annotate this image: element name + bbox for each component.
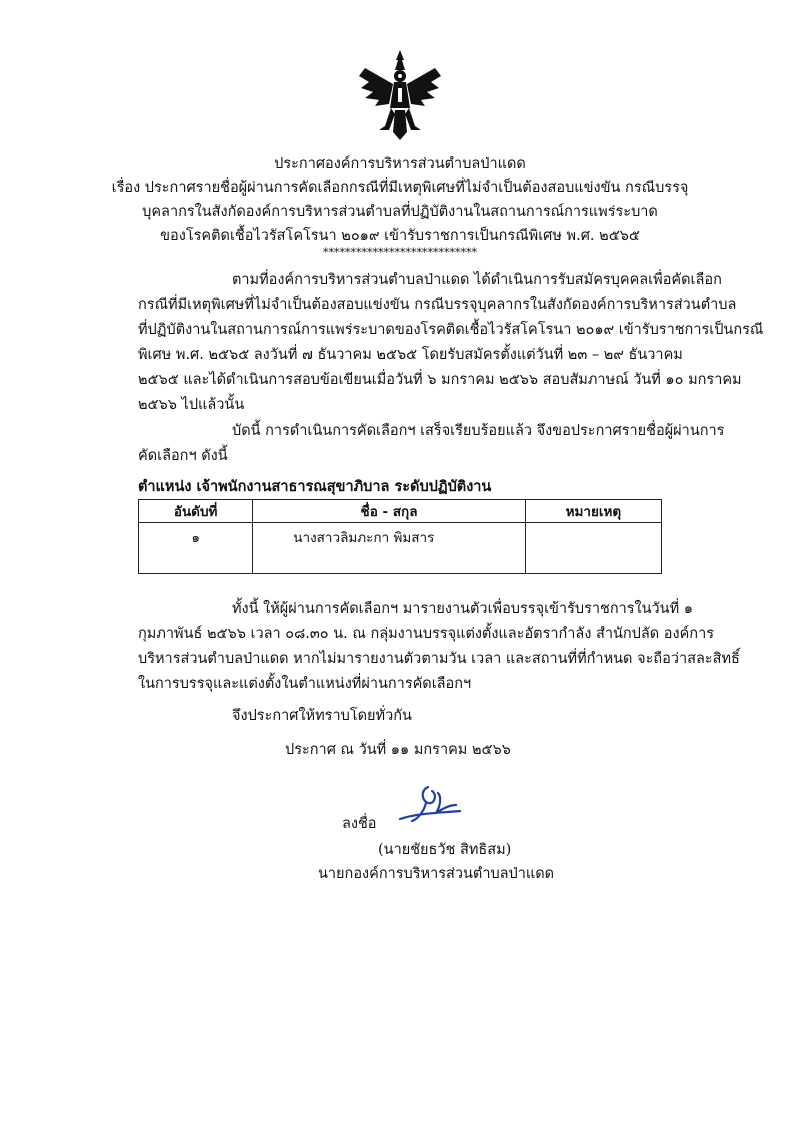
- signatory-title: นายกองค์การบริหารส่วนตำบลป่าแดด: [318, 866, 555, 882]
- paragraph-2-line-1: บัดนี้ การดำเนินการคัดเลือกฯ เสร็จเรียบร้อยแล้ว จึงขอประกาศรายชื่อผู้ผ่านการ: [232, 423, 725, 439]
- garuda-emblem: [355, 48, 445, 143]
- header-name: ชื่อ - สกุล: [253, 500, 526, 523]
- paragraph-3-line-2: กุมภาพันธ์ ๒๕๖๖ เวลา ๐๘.๓๐ น. ณ กลุ่มงานบรรจุแต่งตั้งและอัตรากำลัง สำนักปลัด องค์การ: [138, 626, 714, 642]
- table-header-row: [139, 500, 662, 523]
- cell-name: นางสาวลิมภะกา พิมสาร: [253, 523, 526, 574]
- paragraph-1-line-2: กรณีที่มีเหตุพิเศษที่ไม่จำเป็นต้องสอบแข่งขัน กรณีบรรจุบุคลากรในสังกัดองค์การบริหารส่วนตำบล: [138, 297, 737, 313]
- paragraph-1-line-6: ๒๕๖๖ ไปแล้วนั้น: [138, 397, 245, 413]
- paragraph-3-line-3: บริหารส่วนตำบลป่าแดด หากไม่มารายงานตัวตามวัน เวลา และสถานที่ที่กำหนด จะถือว่าสละสิทธิ์: [138, 651, 740, 667]
- position-title: ตำแหน่ง เจ้าพนักงานสาธารณสุขาภิบาล ระดับปฏิบัติงาน: [138, 478, 492, 495]
- header-line-3: บุคลากรในสังกัดองค์การบริหารส่วนตำบลที่ปฏิบัติงานในสถานการณ์การแพร่ระบาด: [142, 204, 658, 220]
- results-table: [138, 499, 662, 574]
- header-line-4: ของโรคติดเชื้อไวรัสโคโรนา ๒๐๑๙ เข้ารับราชการเป็นกรณีพิเศษ พ.ศ. ๒๕๖๕: [160, 228, 640, 244]
- handwritten-signature: [398, 783, 462, 827]
- paragraph-3-line-1: ทั้งนี้ ให้ผู้ผ่านการคัดเลือกฯ มารายงานตัวเพื่อบรรจุเข้ารับราชการในวันที่ ๑: [232, 601, 693, 617]
- table-row: [139, 523, 662, 574]
- announce-line: จึงประกาศให้ทราบโดยทั่วกัน: [232, 708, 412, 724]
- header-rank: อันดับที่: [139, 500, 253, 523]
- header-stars: ****************************: [323, 246, 477, 259]
- cell-rank: ๑: [139, 523, 253, 574]
- header-line-2: เรื่อง ประกาศรายชื่อผู้ผ่านการคัดเลือกกรณีที่มีเหตุพิเศษที่ไม่จำเป็นต้องสอบแข่งขัน กรณีบรรจุ: [111, 180, 689, 196]
- signatory-name: (นายชัยธวัช สิทธิสม): [378, 842, 512, 858]
- paragraph-3-line-4: ในการบรรจุและแต่งตั้งในตำแหน่งที่ผ่านการคัดเลือกฯ: [138, 676, 472, 692]
- announce-date: ประกาศ ณ วันที่ ๑๑ มกราคม ๒๕๖๖: [285, 742, 511, 758]
- header-line-1: ประกาศองค์การบริหารส่วนตำบลป่าแดด: [274, 156, 526, 172]
- paragraph-1-line-1: ตามที่องค์การบริหารส่วนตำบลป่าแดด ได้ดำเนินการรับสมัครบุคคลเพื่อคัดเลือก: [232, 272, 722, 288]
- paragraph-1-line-5: ๒๕๖๕ และได้ดำเนินการสอบข้อเขียนเมื่อวันที่ ๖ มกราคม ๒๕๖๖ สอบสัมภาษณ์ วันที่ ๑๐ มกราคม: [138, 372, 742, 388]
- cell-note: [525, 523, 661, 574]
- paragraph-1-line-3: ที่ปฏิบัติงานในสถานการณ์การแพร่ระบาดของโรคติดเชื้อไวรัสโคโรนา ๒๐๑๙ เข้ารับราชการเป็นกรณี: [138, 322, 764, 338]
- header-note: หมายเหตุ: [525, 500, 661, 523]
- sign-label: ลงชื่อ: [342, 816, 377, 832]
- paragraph-1-line-4: พิเศษ พ.ศ. ๒๕๖๕ ลงวันที่ ๗ ธันวาคม ๒๕๖๕ โดยรับสมัครตั้งแต่วันที่ ๒๓ – ๒๙ ธันวาคม: [138, 347, 683, 363]
- paragraph-2-line-2: คัดเลือกฯ ดังนี้: [138, 448, 228, 464]
